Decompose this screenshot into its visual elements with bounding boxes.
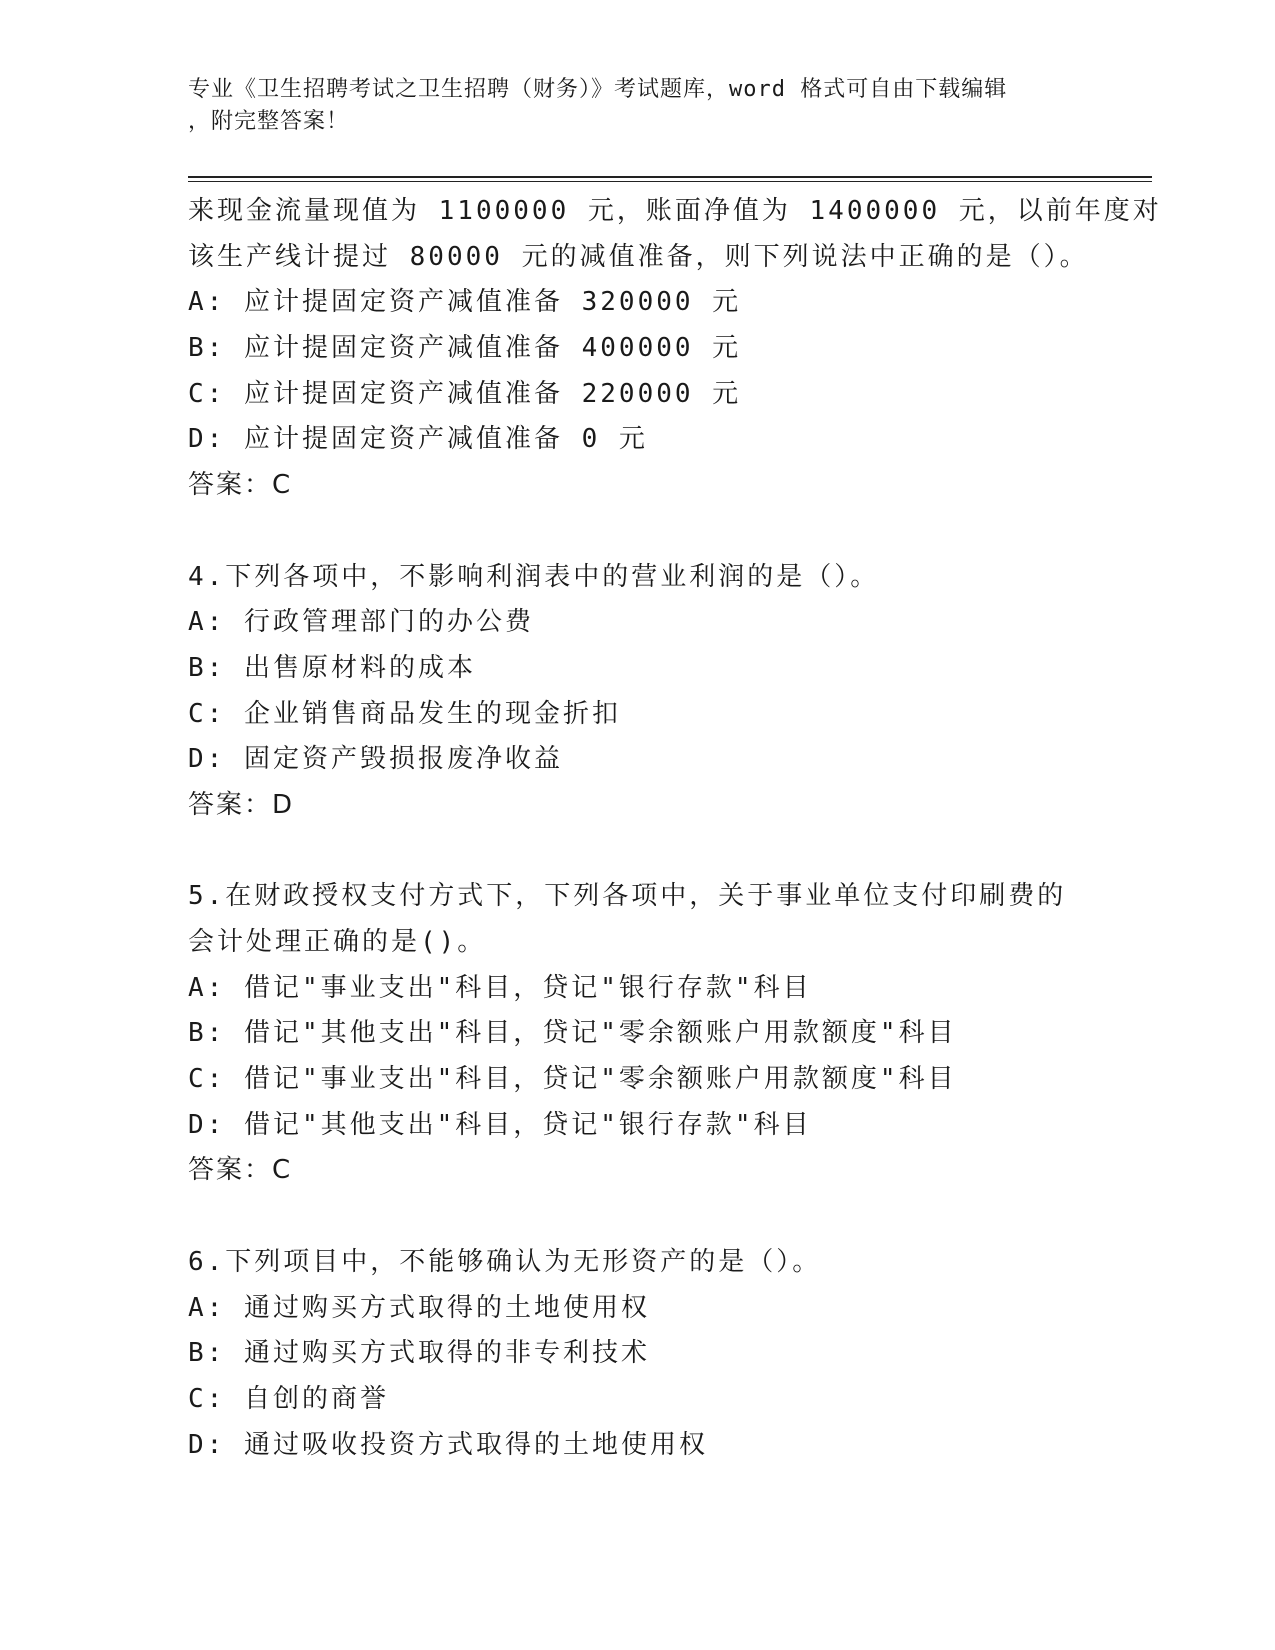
question-stem: 会计处理正确的是()。: [188, 927, 487, 957]
header-divider-thick: [188, 176, 1152, 178]
answer: 答案：D: [188, 789, 295, 820]
option-c: C: 借记"事业支出"科目，贷记"零余额账户用款额度"科目: [188, 1064, 957, 1095]
option-c: C: 自创的商誉: [188, 1383, 389, 1414]
spacer: [188, 509, 1088, 555]
question-list: [188, 189, 1162, 1468]
question-stem: 来现金流量现值为 1100000 元，账面净值为 1400000 元，以前年度对: [188, 196, 1162, 226]
option-a: A: 行政管理部门的办公费: [188, 607, 534, 638]
question-stem: 4.下列各项中，不影响利润表中的营业利润的是（）。: [188, 561, 880, 592]
option-a: A: 应计提固定资产减值准备 320000 元: [188, 287, 742, 318]
option-d: D: 通过吸收投资方式取得的土地使用权: [188, 1429, 708, 1460]
spacer: [188, 829, 1088, 875]
option-b: B: 通过购买方式取得的非专利技术: [188, 1338, 650, 1369]
option-c: C: 企业销售商品发生的现金折扣: [188, 698, 621, 729]
option-a: A: 借记"事业支出"科目，贷记"银行存款"科目: [188, 972, 812, 1003]
question-5: [188, 874, 1088, 1194]
option-d: D: 借记"其他支出"科目，贷记"银行存款"科目: [188, 1109, 812, 1140]
option-d: D: 应计提固定资产减值准备 0 元: [188, 424, 648, 455]
question-3: [188, 189, 1162, 509]
answer: 答案：C: [188, 470, 293, 501]
question-stem: 5.在财政授权支付方式下，下列各项中，关于事业单位支付印刷费的: [188, 881, 1067, 912]
header-line-1: 专业《卫生招聘考试之卫生招聘（财务）》考试题库，word 格式可自由下载编辑: [188, 77, 1008, 102]
option-b: B: 出售原材料的成本: [188, 652, 476, 683]
question-6: [188, 1240, 1088, 1468]
question-stem: 该生产线计提过 80000 元的减值准备，则下列说法中正确的是（）。: [188, 241, 1089, 272]
option-d: D: 固定资产毁损报废净收益: [188, 744, 563, 775]
option-a: A: 通过购买方式取得的土地使用权: [188, 1292, 650, 1323]
question-stem: 6.下列项目中，不能够确认为无形资产的是（）。: [188, 1246, 822, 1277]
option-b: B: 借记"其他支出"科目，贷记"零余额账户用款额度"科目: [188, 1018, 957, 1049]
option-c: C: 应计提固定资产减值准备 220000 元: [188, 378, 742, 409]
question-4: [188, 555, 1088, 829]
header-line-2: ，附完整答案！: [188, 109, 350, 134]
answer: 答案：C: [188, 1155, 293, 1186]
spacer: [188, 1194, 1088, 1240]
option-b: B: 应计提固定资产减值准备 400000 元: [188, 333, 742, 364]
document-header: [188, 74, 1068, 138]
header-divider-thin: [188, 181, 1152, 182]
